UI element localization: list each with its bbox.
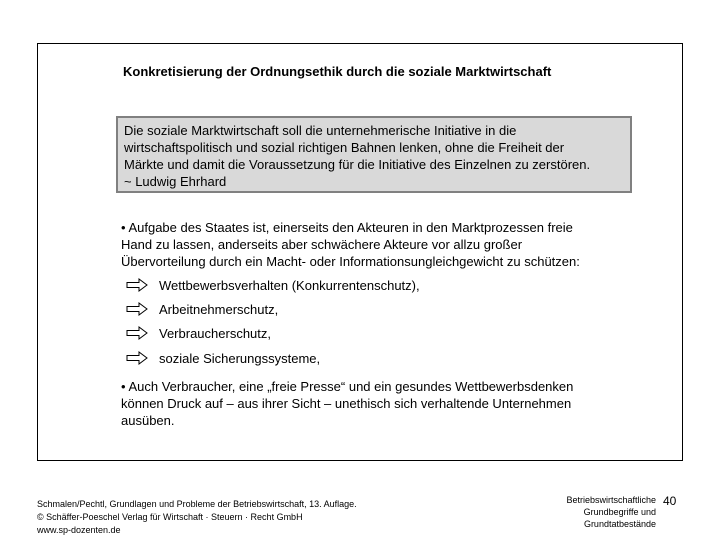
bullet-line: • Auch Verbraucher, eine „freie Presse“ und ein gesundes Wettbewerbsdenken	[121, 379, 574, 394]
footer-chapter-line: Grundtatbestände	[583, 519, 656, 529]
quote-author: ~ Ludwig Ehrhard	[124, 174, 227, 189]
footer-citation	[37, 498, 357, 537]
footer-chapter-line: Grundbegriffe und	[583, 507, 656, 517]
bullet-line: können Druck auf – aus ihrer Sicht – unethisch sich verhaltende Unternehmen	[121, 396, 572, 411]
page-number: 40	[663, 494, 677, 508]
arrow-item-label: Wettbewerbsverhalten (Konkurrentenschutz),	[159, 278, 420, 293]
right-arrow-outline-icon	[126, 351, 148, 365]
quote-line: Die soziale Marktwirtschaft soll die unternehmerische Initiative in die	[124, 123, 517, 138]
footer-line: Schmalen/Pechtl, Grundlagen und Probleme der Betriebswirtschaft, 13. Auflage.	[37, 499, 357, 509]
footer-line: © Schäffer-Poeschel Verlag für Wirtschaft · Steuern · Recht GmbH	[37, 512, 303, 522]
bullet-line: • Aufgabe des Staates ist, einerseits den Akteuren in den Marktprozessen freie	[121, 220, 573, 235]
footer-link[interactable]: www.sp-dozenten.de	[37, 525, 121, 535]
bullet-line: Übervorteilung durch ein Macht- oder Informationsungleichgewicht zu schützen:	[121, 254, 580, 269]
right-arrow-outline-icon	[126, 278, 148, 292]
right-arrow-outline-icon	[126, 302, 148, 316]
bullet-line: ausüben.	[121, 413, 175, 428]
slide-title: Konkretisierung der Ordnungsethik durch die soziale Marktwirtschaft	[123, 64, 552, 79]
quote-line: wirtschaftspolitisch und sozial richtigen Bahnen lenken, ohne die Freiheit der	[124, 140, 565, 155]
arrow-item-label: Arbeitnehmerschutz,	[159, 302, 279, 317]
bullet-line: Hand zu lassen, anderseits aber schwächere Akteure vor allzu großer	[121, 237, 523, 252]
arrow-item-label: Verbraucherschutz,	[159, 326, 272, 341]
quote-box	[116, 116, 632, 193]
bullet-consumer-press	[121, 378, 641, 429]
footer-chapter-line: Betriebswirtschaftliche	[566, 495, 656, 505]
quote-line: Märkte und damit die Voraussetzung für die Initiative des Einzelnen zu zerstören.	[124, 157, 591, 172]
right-arrow-outline-icon	[126, 326, 148, 340]
bullet-state-task	[121, 219, 641, 270]
footer-chapter	[546, 494, 656, 530]
arrow-item-label: soziale Sicherungssysteme,	[159, 351, 321, 366]
